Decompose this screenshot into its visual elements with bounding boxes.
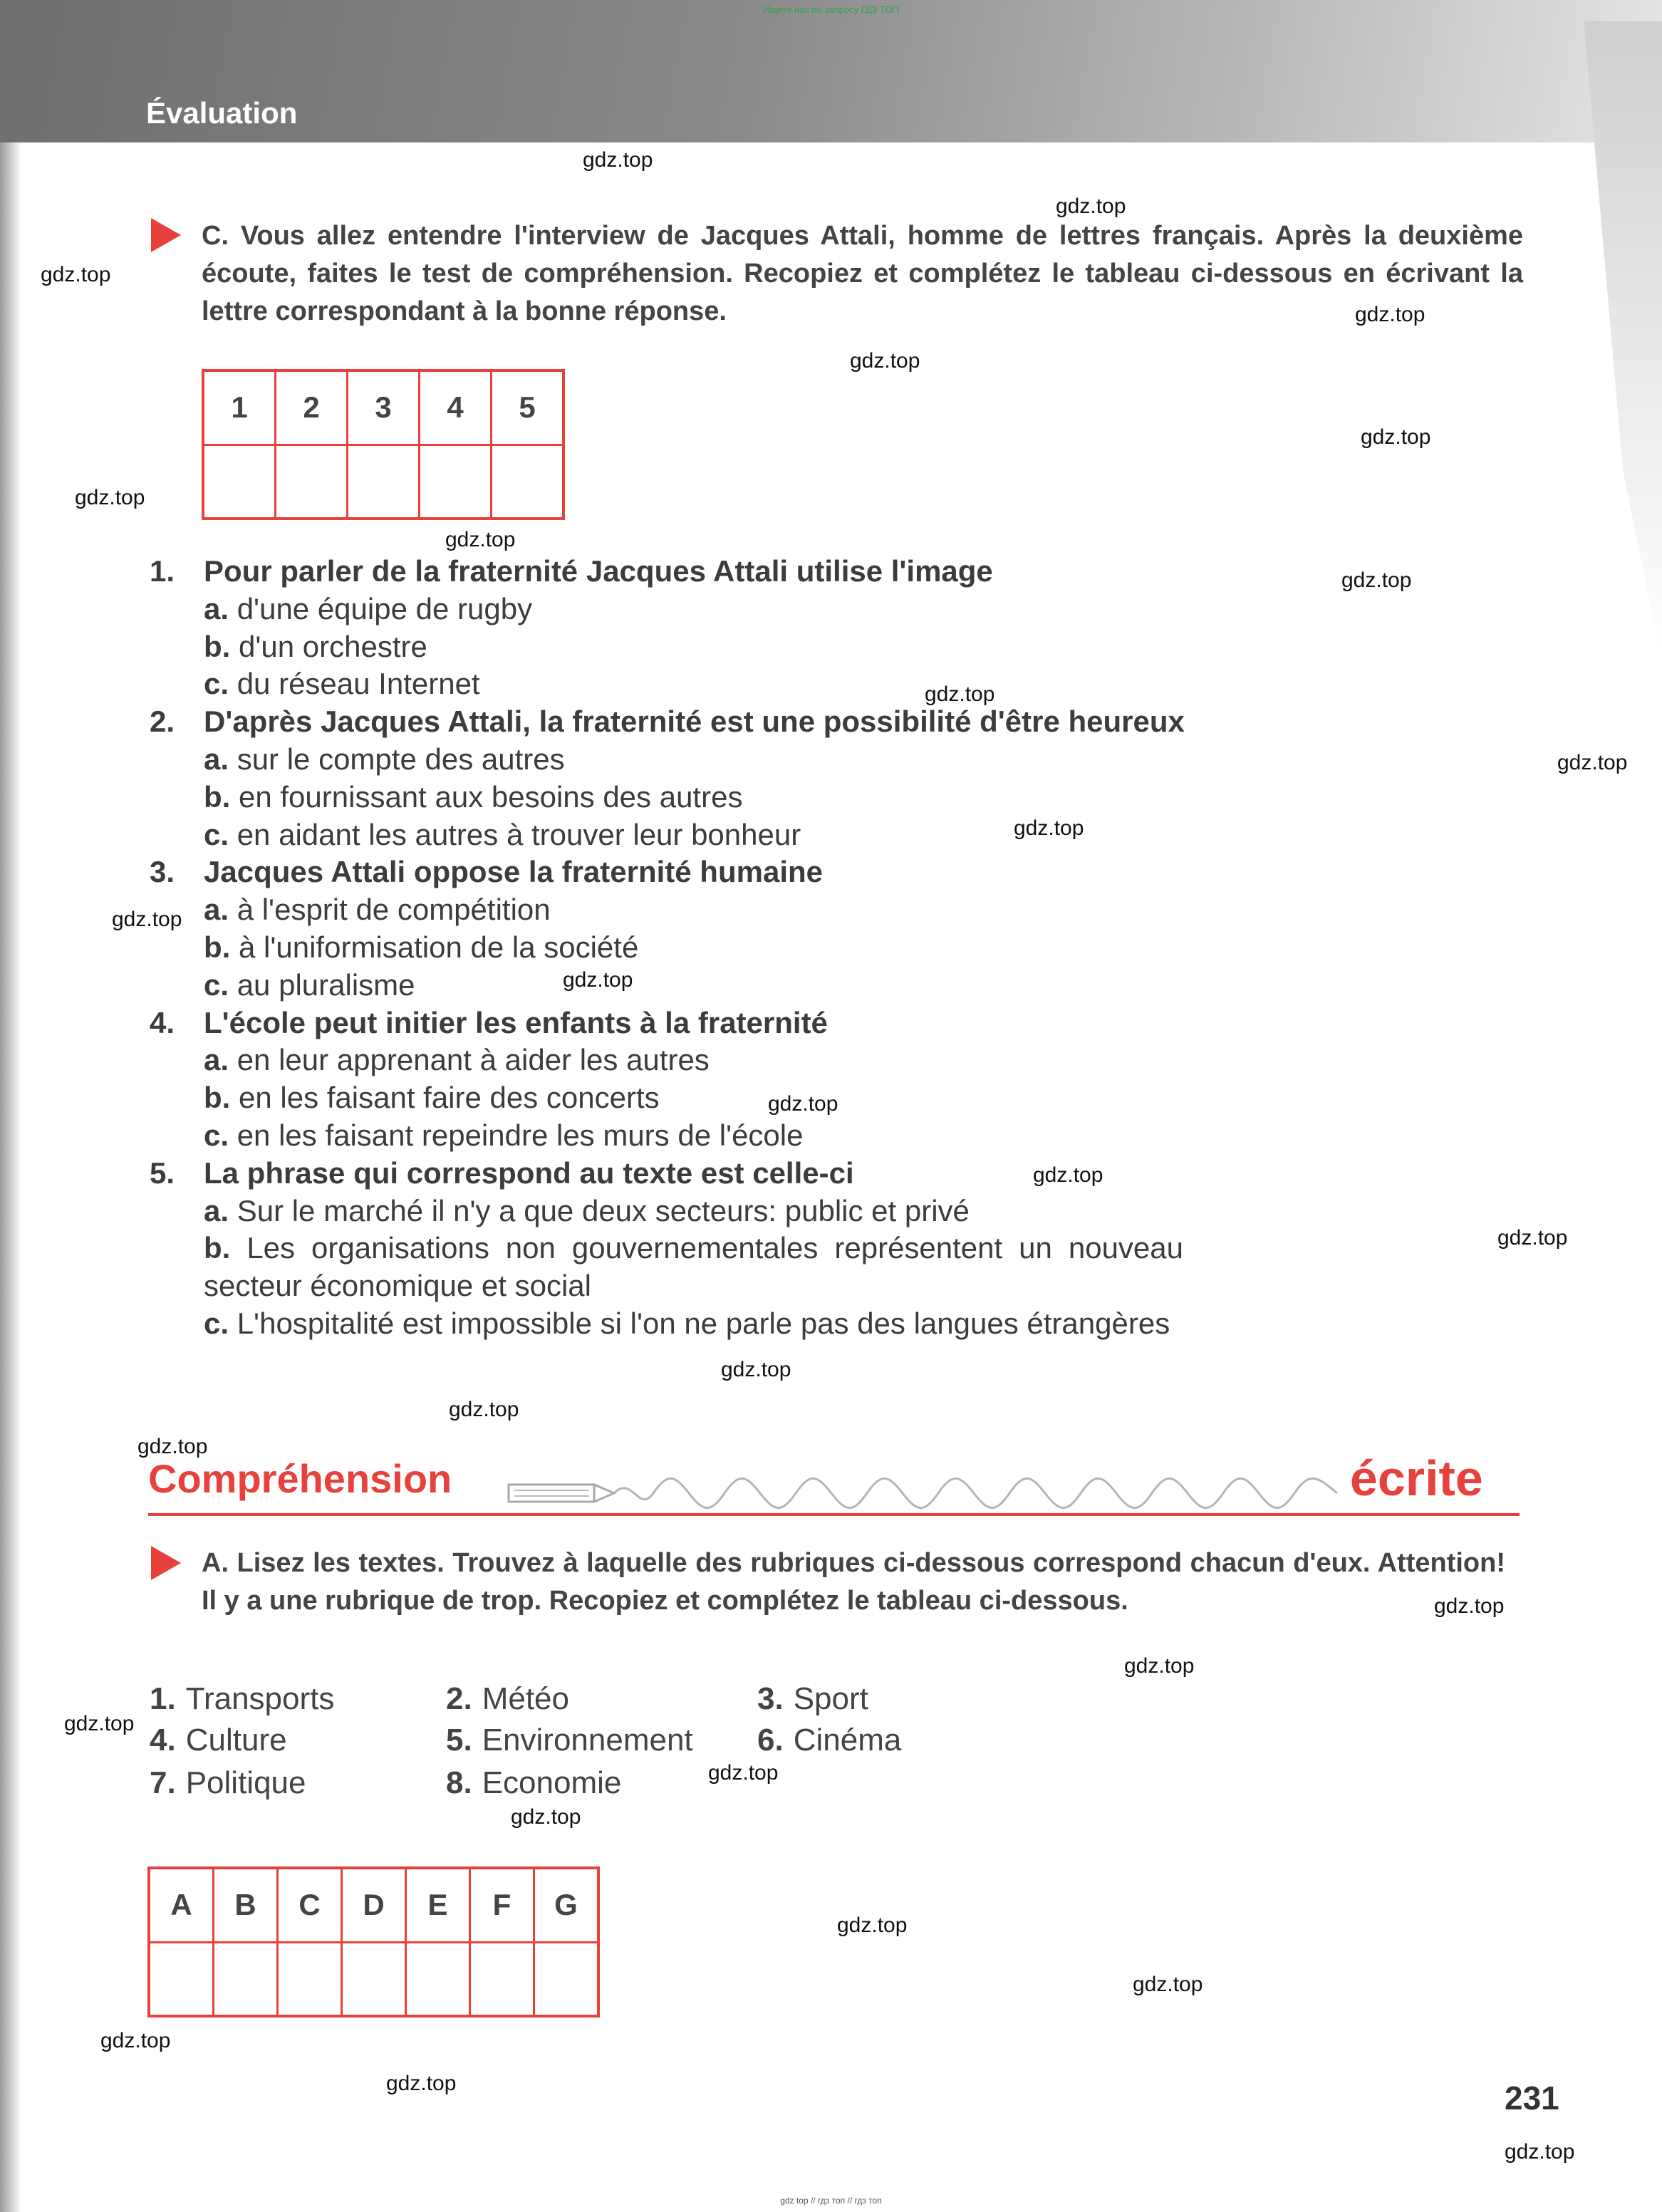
- page-number: 231: [1505, 2079, 1559, 2117]
- watermark: gdz.top: [100, 2029, 171, 2052]
- rubric-item: 1. Transports: [150, 1681, 335, 1716]
- answer-table-a: [147, 1866, 600, 2018]
- watermark: gdz.top: [1505, 2140, 1575, 2164]
- watermark: gdz.top: [1361, 425, 1431, 449]
- answer-cell[interactable]: [214, 1942, 278, 2016]
- watermark: gdz.top: [1355, 303, 1425, 326]
- watermark: gdz.top: [75, 486, 145, 509]
- answer-cell[interactable]: [276, 445, 348, 519]
- answer-cell[interactable]: [342, 1942, 406, 2016]
- option: c. en aidant les autres à trouver leur bonheur: [204, 817, 801, 851]
- page-edge-shadow: [0, 0, 21, 2212]
- table-header-cell: 5: [492, 370, 564, 445]
- rubric-item: 5. Environnement: [446, 1723, 693, 1757]
- table-header-cell: 2: [276, 370, 348, 445]
- watermark: gdz.top: [64, 1712, 135, 1735]
- option: b. Les organisations non gouvernementales représentent un nouveau secteur économique et social: [204, 1231, 1184, 1303]
- watermark: gdz.top: [1124, 1654, 1195, 1678]
- exercise-a-instruction: A. Lisez les textes. Trouvez à laquelle des rubriques ci-dessous correspond chacun d'eux. Attention! Il y a une rubrique de trop. Recopiez et complétez le tableau ci-dessous.: [202, 1548, 1505, 1616]
- question-5: 5. La phrase qui correspond au texte est celle-ci: [150, 1156, 854, 1190]
- bottom-link[interactable]: gdz top // гдз топ // гдз топ: [780, 2196, 882, 2206]
- table-header-cell: G: [534, 1868, 599, 1942]
- option: c. en les faisant repeindre les murs de l'école: [204, 1118, 804, 1152]
- answer-cell[interactable]: [534, 1942, 599, 2016]
- table-header-cell: F: [470, 1868, 534, 1942]
- answer-cell[interactable]: [420, 445, 492, 519]
- divider: [148, 1513, 1520, 1516]
- watermark: gdz.top: [137, 1435, 208, 1458]
- answer-cell[interactable]: [348, 445, 420, 519]
- watermark: gdz.top: [708, 1761, 779, 1785]
- question-4: 4. L'école peut initier les enfants à la fraternité: [150, 1005, 828, 1039]
- rubric-item: 8. Economie: [446, 1765, 622, 1800]
- rubric-item: 4. Culture: [150, 1723, 287, 1757]
- table-header-cell: 4: [420, 370, 492, 445]
- option: a. sur le compte des autres: [204, 742, 565, 776]
- answer-cell[interactable]: [203, 445, 276, 519]
- option: c. au pluralisme: [204, 967, 415, 1002]
- watermark: gdz.top: [449, 1398, 519, 1421]
- table-header-cell: B: [214, 1868, 278, 1942]
- question-list: [150, 553, 1218, 1343]
- option: a. en leur apprenant à aider les autres: [204, 1043, 710, 1077]
- table-header-cell: 3: [348, 370, 420, 445]
- watermark: gdz.top: [1434, 1594, 1505, 1618]
- watermark: gdz.top: [1056, 194, 1126, 218]
- option: c. du réseau Internet: [204, 667, 480, 701]
- watermark: gdz.top: [1557, 751, 1628, 774]
- option: b. en les faisant faire des concerts: [204, 1081, 660, 1115]
- question-2: 2. D'après Jacques Attali, la fraternité est une possibilité d'être heureux: [150, 705, 1185, 739]
- option: a. d'une équipe de rugby: [204, 591, 533, 625]
- watermark: gdz.top: [583, 148, 653, 172]
- watermark: gdz.top: [850, 349, 920, 373]
- table-header-cell: A: [149, 1868, 214, 1942]
- table-header-cell: 1: [203, 370, 276, 445]
- question-1: 1. Pour parler de la fraternité Jacques Attali utilise l'image: [150, 554, 993, 588]
- exercise-c-instruction: C. Vous allez entendre l'interview de Jacques Attali, homme de lettres français. Après la deuxième écoute, faites le test de compréhension. Recopiez et complétez le tableau ci-dessous en écrivant la lettre correspondant à la bonne réponse.: [202, 221, 1523, 326]
- answer-cell[interactable]: [470, 1942, 534, 2016]
- option: b. à l'uniformisation de la société: [204, 930, 639, 964]
- watermark: gdz.top: [41, 263, 111, 286]
- watermark: gdz.top: [925, 682, 995, 706]
- answer-cell[interactable]: [149, 1942, 214, 2016]
- rubric-item: 2. Météo: [446, 1681, 569, 1716]
- section-title: Évaluation: [146, 96, 298, 130]
- watermark: gdz.top: [837, 1914, 908, 1937]
- rubric-item: 6. Cinéma: [757, 1723, 902, 1757]
- table-header-cell: E: [406, 1868, 470, 1942]
- watermark: gdz.top: [386, 2072, 457, 2095]
- watermark: gdz.top: [112, 908, 182, 931]
- question-3: 3. Jacques Attali oppose la fraternité humaine: [150, 855, 823, 889]
- answer-table-c: [202, 369, 565, 520]
- watermark: gdz.top: [1341, 568, 1412, 592]
- option: b. d'un orchestre: [204, 629, 427, 663]
- option: a. à l'esprit de compétition: [204, 893, 551, 927]
- watermark: gdz.top: [445, 528, 516, 551]
- watermark: gdz.top: [563, 968, 633, 992]
- table-header-cell: D: [342, 1868, 406, 1942]
- watermark: gdz.top: [1014, 816, 1084, 840]
- watermark: gdz.top: [1133, 1973, 1203, 1996]
- play-arrow-icon: [151, 1546, 181, 1580]
- rubric-item: 7. Politique: [150, 1765, 306, 1800]
- table-header-cell: C: [278, 1868, 342, 1942]
- top-link[interactable]: Ищите нас по запросу ГДЗ ТОП: [763, 4, 899, 15]
- rubric-item: 3. Sport: [757, 1681, 868, 1716]
- pencil-scribble-icon: [507, 1475, 1341, 1517]
- section-heading-ecrite: écrite: [1350, 1450, 1483, 1506]
- option: b. en fournissant aux besoins des autres: [204, 779, 743, 814]
- section-heading-comprehension: Compréhension: [148, 1456, 452, 1501]
- watermark: gdz.top: [721, 1358, 791, 1381]
- option: a. Sur le marché il n'y a que deux secteurs: public et privé: [204, 1193, 970, 1227]
- answer-cell[interactable]: [406, 1942, 470, 2016]
- answer-cell[interactable]: [492, 445, 564, 519]
- option: c. L'hospitalité est impossible si l'on ne parle pas des langues étrangères: [204, 1306, 1170, 1340]
- watermark: gdz.top: [768, 1092, 838, 1116]
- watermark: gdz.top: [1497, 1226, 1568, 1250]
- answer-cell[interactable]: [278, 1942, 342, 2016]
- play-arrow-icon: [151, 218, 181, 252]
- watermark: gdz.top: [511, 1805, 581, 1829]
- watermark: gdz.top: [1033, 1163, 1103, 1187]
